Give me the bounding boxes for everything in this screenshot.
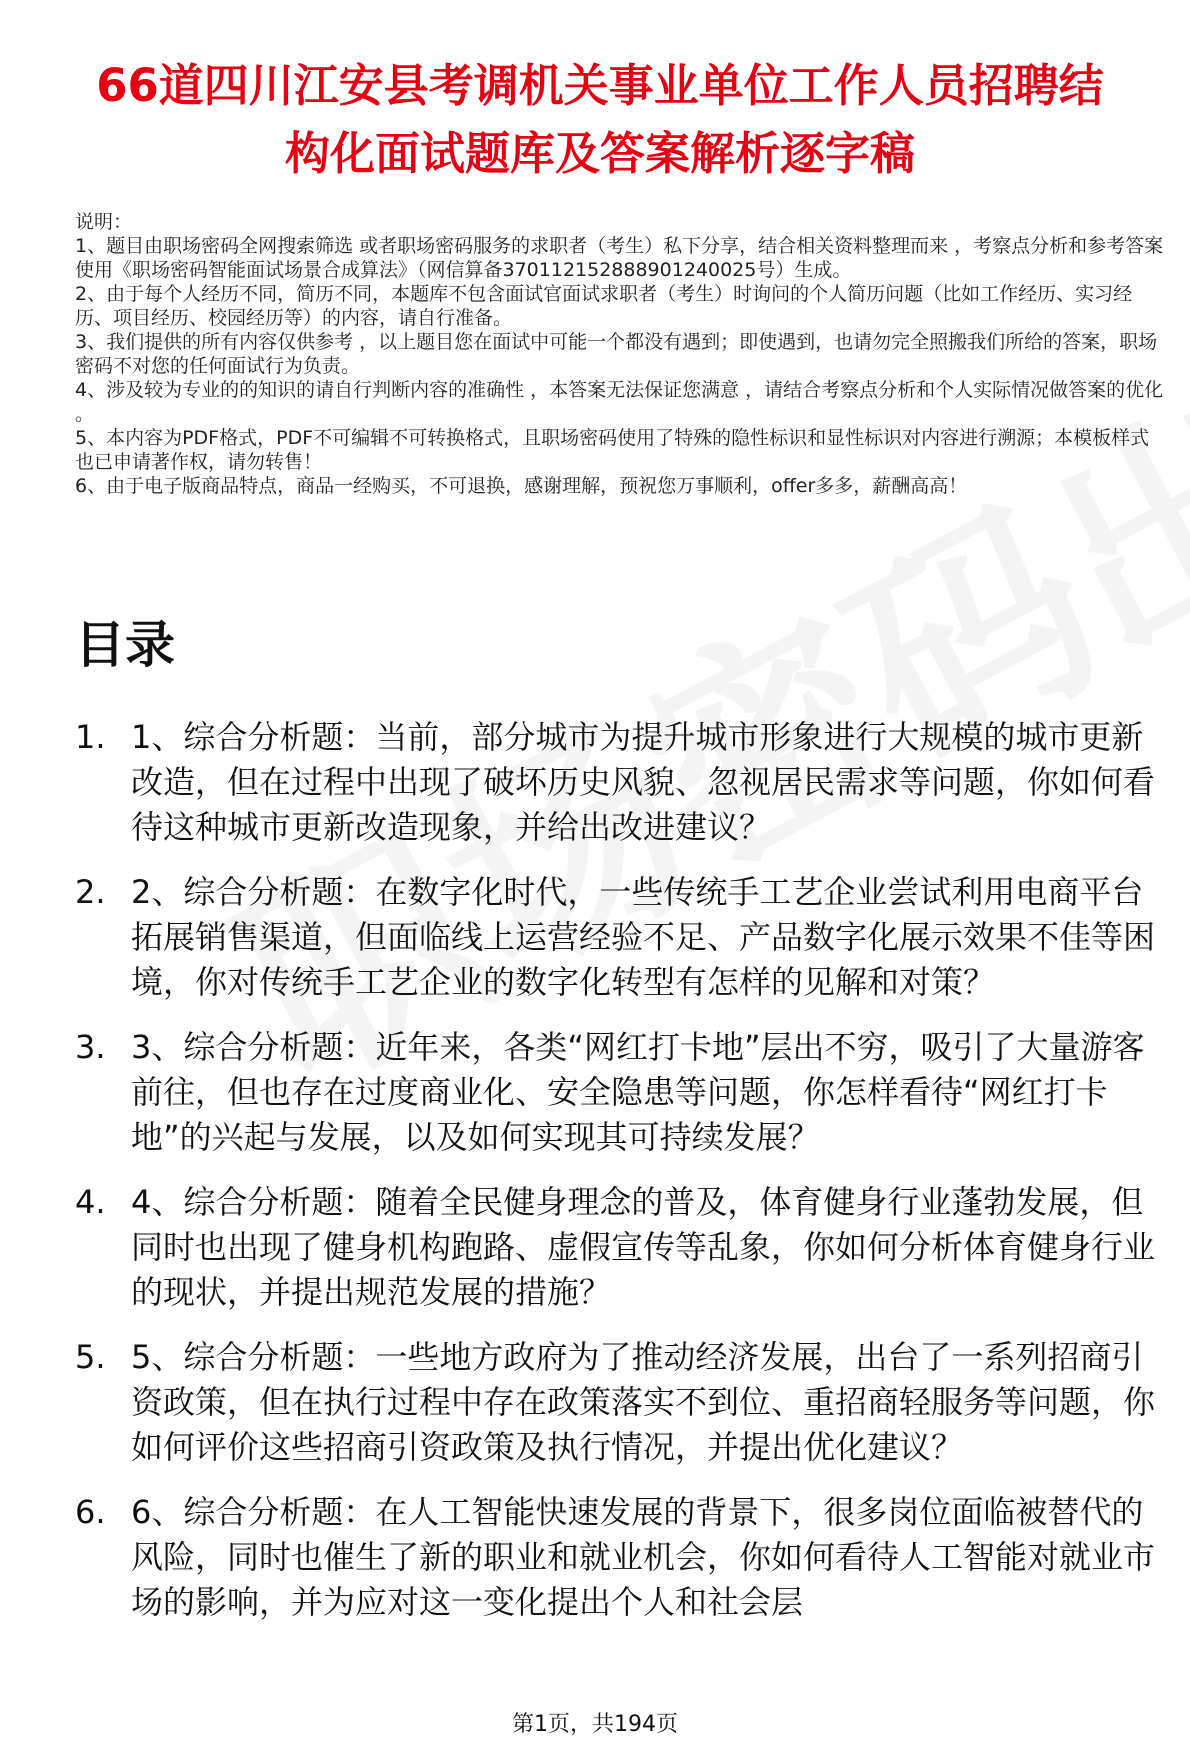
toc-item-number: 1. bbox=[75, 718, 106, 756]
toc-item-text: 3、综合分析题：近年来，各类“网红打卡地”层出不穷，吸引了大量游客前往，但也存在过度商业化、安全隐患等问题，你怎样看待“网红打卡地”的兴起与发展，以及如何实现其可持续发展？ bbox=[131, 1028, 1145, 1156]
toc-item-text: 2、综合分析题：在数字化时代，一些传统手工艺企业尝试利用电商平台拓展销售渠道，但面临线上运营经验不足、产品数字化展示效果不佳等困境，你对传统手工艺企业的数字化转型有怎样的见解和对策？ bbox=[131, 873, 1156, 1001]
toc-item-number: 6. bbox=[75, 1493, 106, 1531]
note-item: 6、由于电子版商品特点，商品一经购买，不可退换，感谢理解，预祝您万事顺利，offer多多，薪酬高高！ bbox=[75, 475, 968, 497]
document-title: 66道四川江安县考调机关事业单位工作人员招聘结构化面试题库及答案解析逐字稿 bbox=[96, 59, 1104, 180]
toc-item-number: 2. bbox=[75, 873, 106, 911]
toc-item-text: 6、综合分析题：在人工智能快速发展的背景下，很多岗位面临被替代的风险，同时也催生了新的职业和就业机会，你如何看待人工智能对就业市场的影响，并为应对这一变化提出个人和社会层 bbox=[131, 1493, 1156, 1621]
note-item: 2、由于每个人经历不同，简历不同，本题库不包含面试官面试求职者（考生）时询问的个人简历问题（比如工作经历、实习经历、项目经历、校园经历等）的内容，请自行准备。 bbox=[75, 283, 1133, 329]
notes-heading: 说明： bbox=[75, 211, 133, 233]
toc-item-text: 4、综合分析题：随着全民健身理念的普及，体育健身行业蓬勃发展，但同时也出现了健身机构跑路、虚假宣传等乱象，你如何分析体育健身行业的现状，并提出规范发展的措施？ bbox=[131, 1183, 1156, 1311]
notes-section bbox=[75, 210, 1165, 498]
toc-item-5[interactable] bbox=[75, 1335, 1170, 1470]
note-item: 3、我们提供的所有内容仅供参考 ，以上题目您在面试中可能一个都没有遇到；即使遇到，也请勿完全照搬我们所给的答案，职场密码不对您的任何面试行为负责。 bbox=[75, 331, 1158, 377]
toc-item-text: 1、综合分析题：当前，部分城市为提升城市形象进行大规模的城市更新改造，但在过程中出现了破坏历史风貌、忽视居民需求等问题，你如何看待这种城市更新改造现象，并给出改进建议？ bbox=[131, 718, 1156, 846]
toc-item-number: 4. bbox=[75, 1183, 106, 1221]
toc-item-6[interactable] bbox=[75, 1490, 1170, 1625]
toc-item-number: 5. bbox=[75, 1338, 106, 1376]
note-item: 4、涉及较为专业的的知识的请自行判断内容的准确性 ，本答案无法保证您满意 ，请结合考察点分析和个人实际情况做答案的优化 。 bbox=[75, 379, 1164, 425]
page-footer: 第1页，共194页 bbox=[512, 1712, 678, 1737]
toc-item-2[interactable] bbox=[75, 870, 1170, 1005]
toc-item-3[interactable] bbox=[75, 1025, 1170, 1160]
note-item: 5、本内容为PDF格式，PDF不可编辑不可转换格式，且职场密码使用了特殊的隐性标识和显性标识对内容进行溯源；本模板样式也已申请著作权，请勿转售！ bbox=[75, 427, 1150, 473]
toc-list bbox=[75, 715, 1170, 1645]
toc-item-text: 5、综合分析题：一些地方政府为了推动经济发展，出台了一系列招商引资政策，但在执行过程中存在政策落实不到位、重招商轻服务等问题，你如何评价这些招商引资政策及执行情况，并提出优化建议？ bbox=[131, 1338, 1156, 1466]
toc-heading: 目录 bbox=[75, 616, 175, 674]
toc-item-1[interactable] bbox=[75, 715, 1170, 850]
note-item: 1、题目由职场密码全网搜索筛选 或者职场密码服务的求职者（考生）私下分享，结合相关资料整理而来 ，考察点分析和参考答案使用《职场密码智能面试场景合成算法》（网信算备370112152888901240025号）生成。 bbox=[75, 235, 1164, 281]
toc-item-4[interactable] bbox=[75, 1180, 1170, 1315]
toc-item-number: 3. bbox=[75, 1028, 106, 1066]
